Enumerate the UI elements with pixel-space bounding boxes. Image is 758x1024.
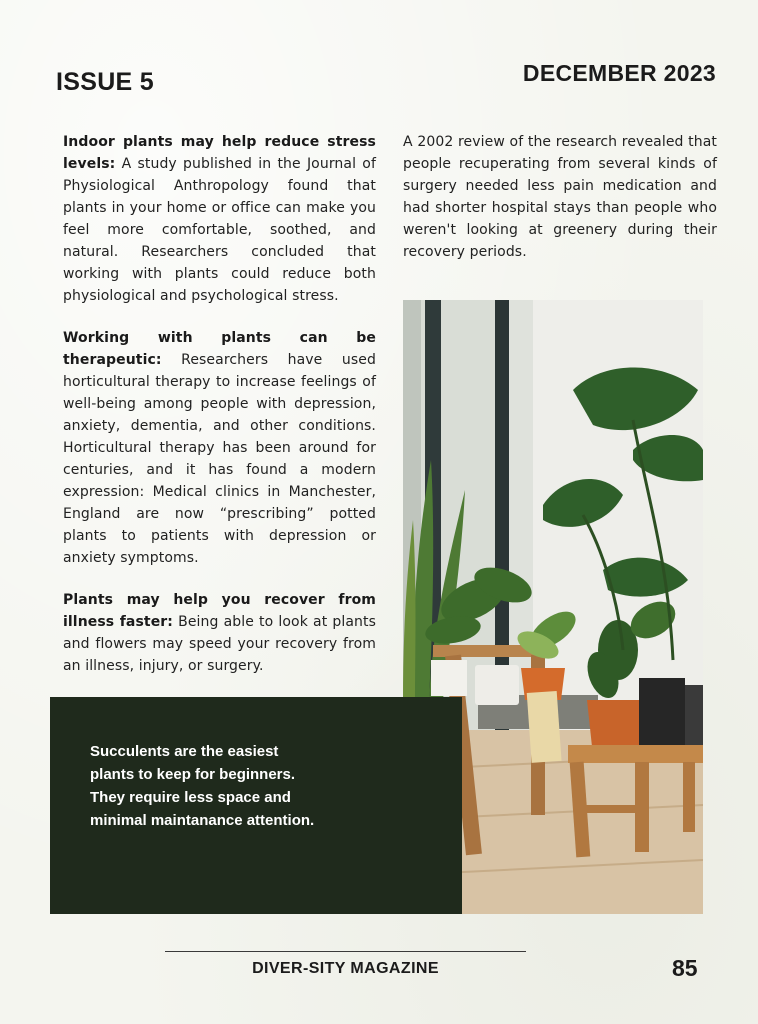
- paragraph-therapeutic: [63, 327, 376, 569]
- paragraph-stress-title: Indoor plants may help reduce stress levels:: [63, 134, 376, 172]
- paragraph-review: A 2002 review of the research revealed that people recuperating from several kinds of surgery needed less pain medication and had shorter hospital stays than people who weren't looking at greenery during their recovery periods.: [403, 134, 717, 260]
- paragraph-stress-body: A study published in the Journal of Physiological Anthropology found that plants in your home or office can make you feel more comfortable, soothed, and natural. Researchers concluded that working with plants could reduce both physiological and psychological stress.: [63, 156, 376, 304]
- paragraph-therapeutic-title: Working with plants can be therapeutic:: [63, 330, 376, 368]
- right-column: [403, 131, 717, 283]
- paragraph-recovery: [63, 589, 376, 677]
- paragraph-recovery-body: Being able to look at plants and flowers may speed your recovery from an illness, injury, or surgery.: [63, 614, 376, 674]
- paragraph-stress: [63, 131, 376, 307]
- issue-date: DECEMBER 2023: [522, 60, 716, 86]
- magazine-name: DIVER-SITY MAGAZINE: [252, 960, 439, 977]
- page-number: 85: [672, 955, 698, 981]
- left-column: [63, 131, 376, 697]
- issue-label: ISSUE 5: [56, 68, 154, 96]
- footer-divider: [165, 951, 526, 952]
- callout-text: Succulents are the easiest plants to keep for beginners. They require less space and minimal maintanance attention.: [90, 743, 315, 829]
- paragraph-recovery-title: Plants may help you recover from illness faster:: [63, 592, 376, 630]
- paragraph-therapeutic-body: Researchers have used horticultural therapy to increase feelings of well-being among people with depression, anxiety, dementia, and other conditions. Horticultural therapy has been around for centuries, and it has found a modern expression: Medical clinics in Manchester, England are now “prescribing” potted plants to patients with depression or anxiety symptoms.: [63, 352, 376, 566]
